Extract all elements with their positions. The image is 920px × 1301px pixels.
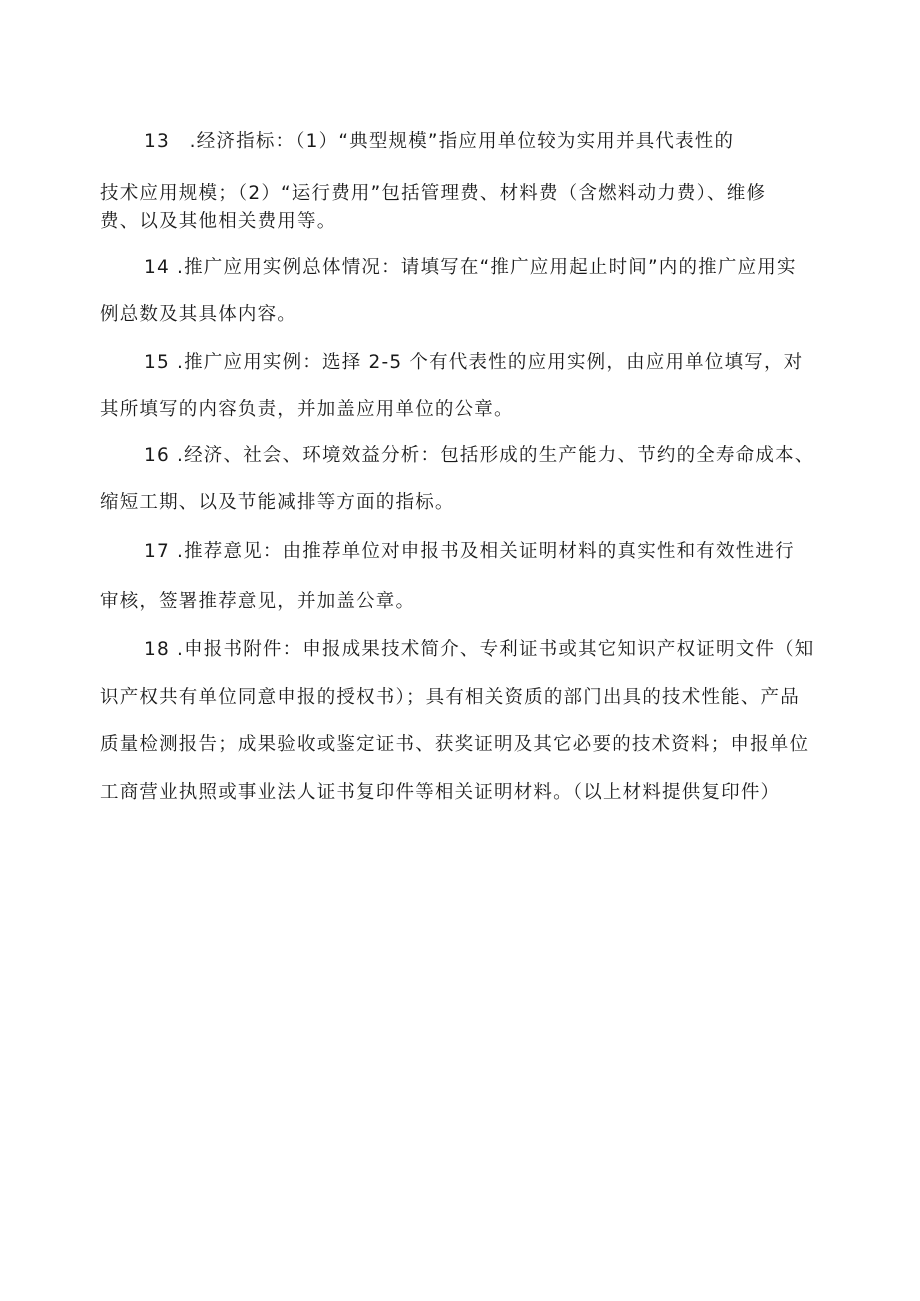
item-13-line-2: 技术应用规模；（2）“运行费用”包括管理费、材料费（含燃料动力费）、维修 xyxy=(100,183,767,204)
item-13-line-3: 费、以及其他相关费用等。 xyxy=(100,211,337,232)
item-18-line-2: 识产权共有单位同意申报的授权书）；具有相关资质的部门出具的技术性能、产品 xyxy=(100,687,800,708)
item-16-line-1: 16 .经济、社会、环境效益分析：包括形成的生产能力、节约的全寿命成本、 xyxy=(144,445,815,466)
item-16-line-2: 缩短工期、以及节能减排等方面的指标。 xyxy=(100,492,455,513)
item-15-line-2: 其所填写的内容负责，并加盖应用单位的公章。 xyxy=(100,399,514,420)
item-18-line-3: 质量检测报告；成果验收或鉴定证书、获奖证明及其它必要的技术资料；申报单位 xyxy=(100,734,810,755)
item-17-line-1: 17 .推荐意见：由推荐单位对申报书及相关证明材料的真实性和有效性进行 xyxy=(144,541,795,562)
item-17-line-2: 审核，签署推荐意见，并加盖公章。 xyxy=(100,591,416,612)
item-13-line-1: 13 .经济指标：（1）“典型规模”指应用单位较为实用并具代表性的 xyxy=(144,131,735,152)
item-15-line-1: 15 .推广应用实例：选择 2-5 个有代表性的应用实例，由应用单位填写，对 xyxy=(144,352,804,373)
item-14-line-1: 14 .推广应用实例总体情况：请填写在“推广应用起止时间”内的推广应用实 xyxy=(144,257,797,278)
item-14-line-2: 例总数及其具体内容。 xyxy=(100,304,298,325)
item-18-line-1: 18 .申报书附件：申报成果技术简介、专利证书或其它知识产权证明文件（知 xyxy=(144,639,815,660)
item-18-line-4: 工商营业执照或事业法人证书复印件等相关证明材料。（以上材料提供复印件） xyxy=(100,782,781,803)
